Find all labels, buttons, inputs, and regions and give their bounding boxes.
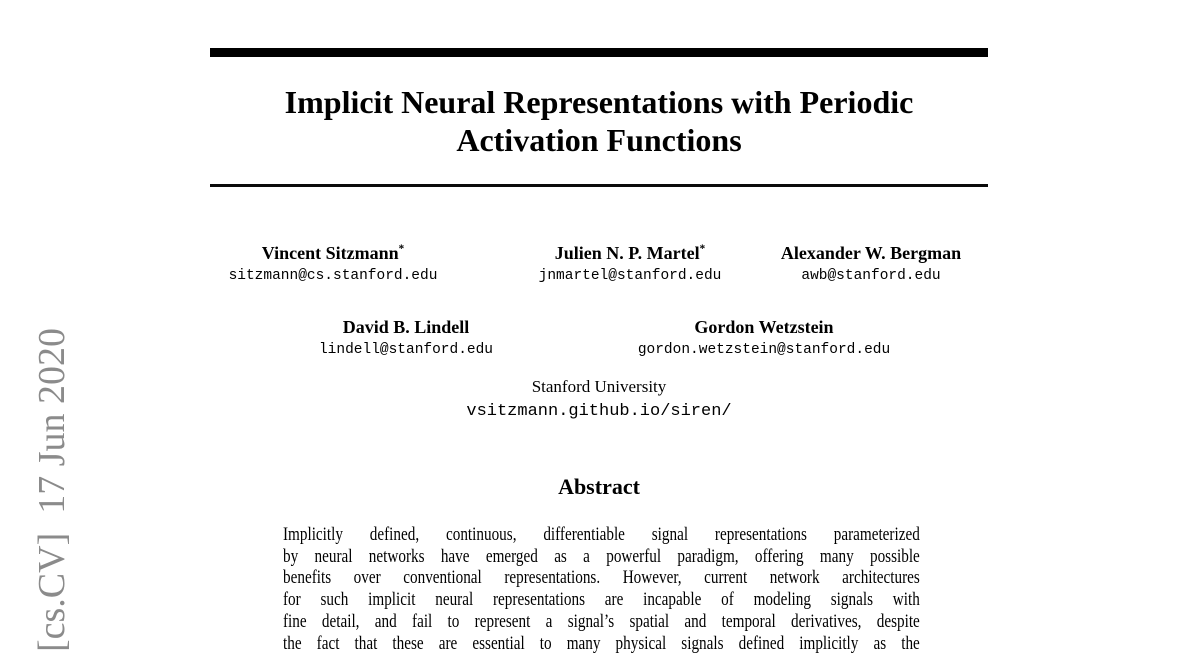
author-block-martel — [539, 243, 722, 284]
arxiv-stamp: [cs.CV] 17 Jun 2020 — [31, 327, 73, 652]
paper-title-line1: Implicit Neural Representations with Periodic — [284, 84, 914, 120]
author-email: jnmartel@stanford.edu — [538, 268, 722, 284]
author-block-lindell — [319, 317, 493, 358]
author-name — [638, 317, 890, 337]
author-name — [229, 243, 438, 263]
author-email: gordon.wetzstein@stanford.edu — [637, 342, 891, 358]
project-url-link[interactable]: vsitzmann.github.io/siren/ — [466, 402, 732, 421]
abstract-line: benefits over conventional representations. However, current network architectures — [283, 567, 920, 589]
author-name — [319, 317, 493, 337]
author-email: lindell@stanford.edu — [318, 342, 494, 358]
abstract-line: the fact that these are essential to many physical signals defined implicitly as the — [283, 632, 920, 654]
abstract-line: Implicitly defined, continuous, differentiable signal representations parameterized — [283, 524, 920, 545]
abstract-line: by neural networks have emerged as a powerful paradigm, offering many possible — [283, 545, 920, 567]
abstract-line: for such implicit neural representations are incapable of modeling signals with — [283, 589, 920, 611]
author-block-sitzmann — [229, 243, 438, 284]
author-name-text: Vincent Sitzmann — [261, 243, 399, 263]
author-block-bergman — [781, 243, 961, 284]
paper-title — [210, 83, 988, 159]
abstract-text — [283, 524, 920, 654]
author-name-text: Julien N. P. Martel — [554, 243, 700, 263]
author-name — [781, 243, 961, 263]
affiliation: Stanford University — [531, 377, 667, 396]
author-email: awb@stanford.edu — [801, 268, 941, 284]
author-block-wetzstein — [638, 317, 890, 358]
title-rule-bottom — [210, 184, 988, 187]
equal-contribution-mark: * — [398, 243, 405, 255]
title-rule-top — [210, 48, 988, 57]
abstract-heading: Abstract — [558, 474, 640, 499]
paper-title-line2: Activation Functions — [456, 122, 742, 158]
author-name-text: Alexander W. Bergman — [780, 243, 962, 263]
abstract-line: fine detail, and fail to represent a signal’s spatial and temporal derivatives, despite — [283, 610, 920, 632]
author-name-text: David B. Lindell — [342, 317, 470, 337]
author-name-text: Gordon Wetzstein — [694, 317, 834, 337]
author-email: sitzmann@cs.stanford.edu — [228, 268, 438, 284]
equal-contribution-mark: * — [699, 243, 706, 255]
author-name — [539, 243, 722, 263]
